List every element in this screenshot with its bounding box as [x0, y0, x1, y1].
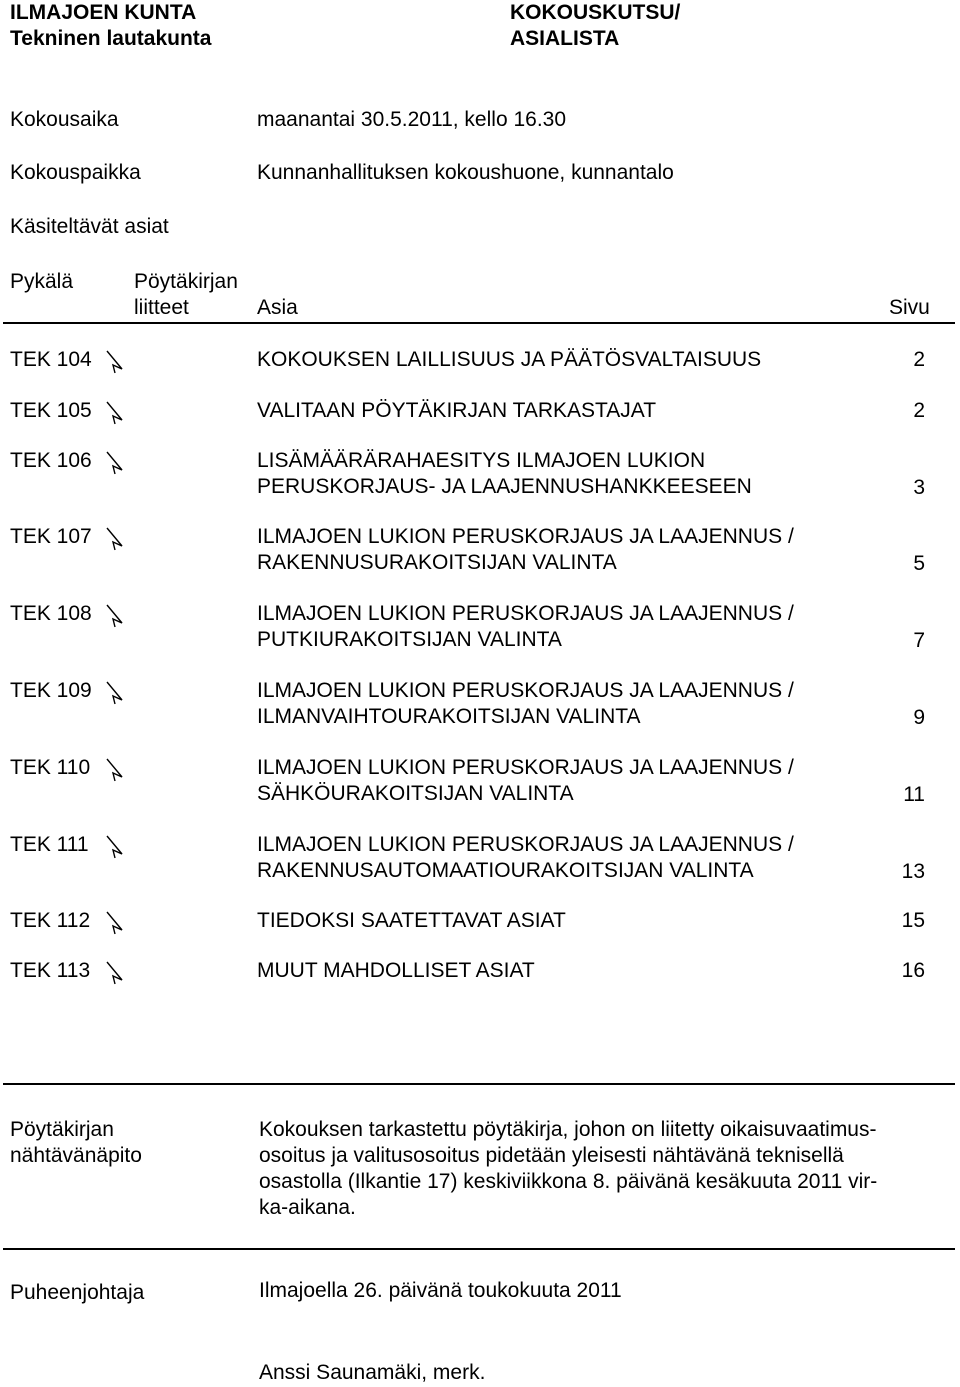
hyperlink-arrow-icon[interactable] [104, 604, 124, 635]
hyperlink-arrow-icon[interactable] [104, 451, 124, 482]
notice-text-line3: osastolla (Ilkantie 17) keskiviikkona 8. päivänä kesäkuuta 2011 vir- [259, 1170, 878, 1193]
agenda-item-subject [257, 832, 794, 884]
document-type-line2: ASIALISTA [510, 27, 620, 50]
agenda-item-page: 16 [901, 959, 925, 982]
meeting-place-label: Kokouspaikka [10, 161, 141, 184]
agenda-item-subject-line: MUUT MAHDOLLISET ASIAT [257, 959, 535, 982]
agenda-item-subject [257, 958, 535, 984]
items-heading: Käsiteltävät asiat [10, 215, 169, 238]
agenda-item-subject-line: ILMAJOEN LUKION PERUSKORJAUS JA LAAJENNUS / [257, 756, 794, 779]
notice-divider-bottom [3, 1248, 955, 1250]
hyperlink-arrow-icon[interactable] [104, 401, 124, 432]
agenda-item-subject-line: ILMAJOEN LUKION PERUSKORJAUS JA LAAJENNUS / [257, 602, 794, 625]
meeting-time-value: maanantai 30.5.2011, kello 16.30 [257, 108, 567, 131]
agenda-item-subject-line: KOKOUKSEN LAILLISUUS JA PÄÄTÖSVALTAISUUS [257, 348, 762, 371]
notice-text-line4: ka-aikana. [259, 1196, 356, 1219]
agenda-item-subject-line: ILMAJOEN LUKION PERUSKORJAUS JA LAAJENNUS / [257, 525, 794, 548]
agenda-item-page: 2 [913, 348, 925, 371]
agenda-item-subject [257, 908, 566, 934]
agenda-item-page: 7 [913, 629, 925, 652]
organization-name: ILMAJOEN KUNTA [10, 1, 197, 24]
agenda-item-subject-line: VALITAAN PÖYTÄKIRJAN TARKASTAJAT [257, 399, 657, 422]
agenda-item-subject-line: PUTKIURAKOITSIJAN VALINTA [257, 628, 562, 651]
column-attachments-line1: Pöytäkirjan [134, 270, 238, 293]
agenda-item-page: 13 [901, 860, 925, 883]
meeting-place-value: Kunnanhallituksen kokoushuone, kunnantalo [257, 161, 674, 184]
agenda-item-subject [257, 448, 752, 500]
notice-label-line2: nähtävänäpito [10, 1144, 142, 1167]
agenda-item-code: TEK 110 [10, 756, 91, 779]
hyperlink-arrow-icon[interactable] [104, 527, 124, 558]
notice-text-line1: Kokouksen tarkastettu pöytäkirja, johon on liitetty oikaisuvaatimus- [259, 1118, 877, 1141]
signature-label: Puheenjohtaja [10, 1281, 145, 1304]
agenda-item-page: 9 [913, 706, 925, 729]
agenda-item-page: 5 [913, 552, 925, 575]
notice-label-line1: Pöytäkirjan [10, 1118, 114, 1141]
agenda-item-page: 3 [913, 476, 925, 499]
agenda-item-page: 2 [913, 399, 925, 422]
signature-place-date: Ilmajoella 26. päivänä toukokuuta 2011 [259, 1279, 622, 1302]
notice-divider-top [3, 1083, 955, 1085]
hyperlink-arrow-icon[interactable] [104, 350, 124, 381]
agenda-item-page: 15 [901, 909, 925, 932]
agenda-item-subject-line: ILMAJOEN LUKION PERUSKORJAUS JA LAAJENNUS / [257, 679, 794, 702]
column-attachments-line2: liitteet [134, 296, 189, 319]
agenda-item-subject-line: RAKENNUSURAKOITSIJAN VALINTA [257, 551, 617, 574]
agenda-item-code: TEK 106 [10, 449, 92, 472]
column-section: Pykälä [10, 270, 74, 293]
agenda-item-subject-line: ILMAJOEN LUKION PERUSKORJAUS JA LAAJENNUS / [257, 833, 794, 856]
hyperlink-arrow-icon[interactable] [104, 961, 124, 992]
agenda-item-subject [257, 347, 761, 373]
signature-name: Anssi Saunamäki, merk. [259, 1361, 486, 1384]
agenda-item-subject-line: PERUSKORJAUS- JA LAAJENNUSHANKKEESEEN [257, 475, 752, 498]
hyperlink-arrow-icon[interactable] [104, 681, 124, 712]
hyperlink-arrow-icon[interactable] [104, 835, 124, 866]
agenda-item-code: TEK 113 [10, 959, 91, 982]
agenda-item-code: TEK 105 [10, 399, 92, 422]
hyperlink-arrow-icon[interactable] [104, 911, 124, 942]
agenda-item-subject-line: SÄHKÖURAKOITSIJAN VALINTA [257, 782, 574, 805]
agenda-item-subject-line: TIEDOKSI SAATETTAVAT ASIAT [257, 909, 566, 932]
agenda-item-subject-line: LISÄMÄÄRÄRAHAESITYS ILMAJOEN LUKION [257, 449, 706, 472]
agenda-item-code: TEK 108 [10, 602, 92, 625]
agenda-item-subject-line: ILMANVAIHTOURAKOITSIJAN VALINTA [257, 705, 641, 728]
agenda-item-subject [257, 755, 794, 807]
column-page: Sivu [889, 296, 930, 319]
agenda-item-subject [257, 398, 656, 424]
agenda-item-code: TEK 107 [10, 525, 92, 548]
agenda-item-subject [257, 601, 794, 653]
column-subject: Asia [257, 296, 298, 319]
agenda-item-code: TEK 109 [10, 679, 92, 702]
agenda-item-subject [257, 678, 794, 730]
document-type-line1: KOKOUSKUTSU/ [510, 1, 681, 24]
agenda-item-subject [257, 524, 794, 576]
notice-text-line2: osoitus ja valitusosoitus pidetään yleisesti nähtävänä teknisellä [259, 1144, 844, 1167]
agenda-item-code: TEK 104 [10, 348, 92, 371]
agenda-item-code: TEK 112 [10, 909, 91, 932]
agenda-item-code: TEK 111 [10, 833, 89, 856]
agenda-item-page: 11 [903, 783, 925, 806]
hyperlink-arrow-icon[interactable] [104, 758, 124, 789]
header-divider [3, 322, 955, 324]
meeting-time-label: Kokousaika [10, 108, 119, 131]
committee-name: Tekninen lautakunta [10, 27, 212, 50]
agenda-item-subject-line: RAKENNUSAUTOMAATIOURAKOITSIJAN VALINTA [257, 859, 754, 882]
